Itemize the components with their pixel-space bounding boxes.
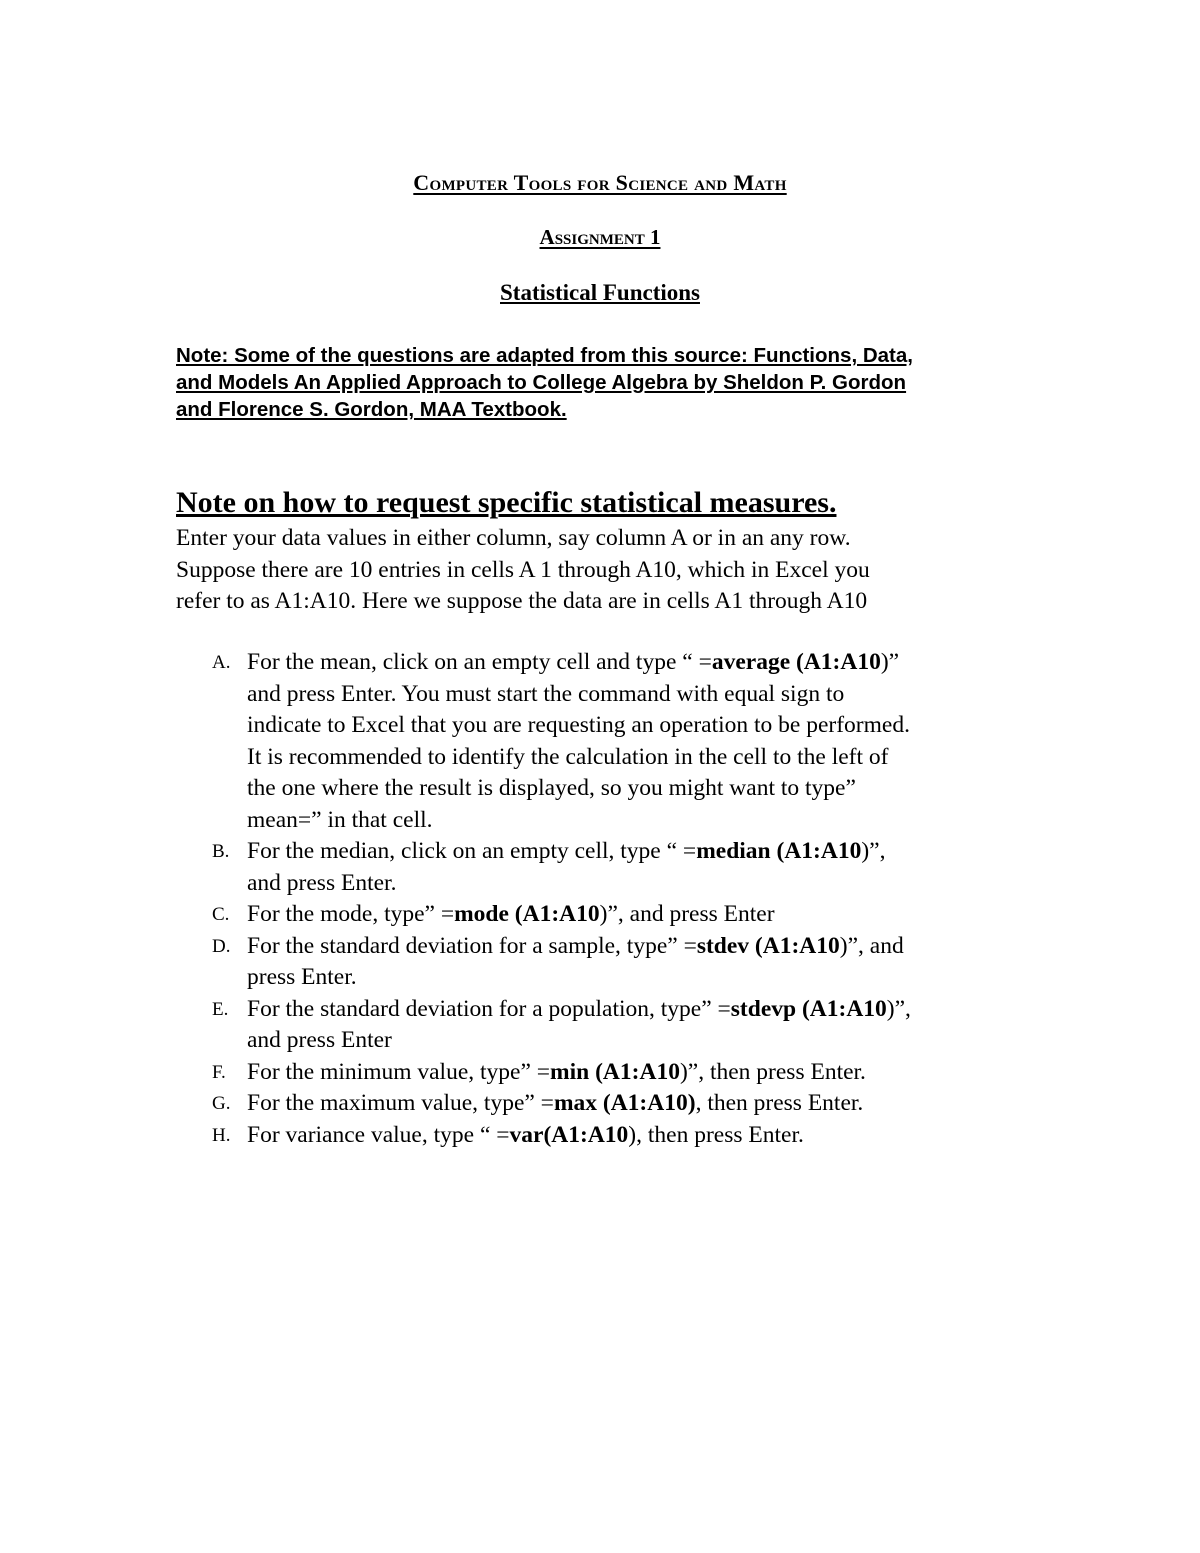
instruction-text: For the standard deviation for a sample, type” =: [247, 932, 697, 959]
list-marker: F.: [212, 1061, 226, 1083]
course-title: Computer Tools for Science and Math: [413, 170, 787, 195]
instruction-line: [247, 805, 1100, 837]
intro-line: Enter your data values in either column, say column A or in an any row.: [176, 525, 851, 551]
instruction-text: and press Enter.: [247, 869, 397, 896]
instruction-text: and press Enter. You must start the command with equal sign to: [247, 680, 845, 707]
instruction-line: [247, 742, 1100, 774]
list-marker: C.: [212, 904, 230, 925]
instruction-item: [0, 899, 1100, 931]
source-note-line: and Models An Applied Approach to College Algebra by Sheldon P. Gordon: [176, 371, 907, 394]
excel-formula: stdev (A1:A10: [696, 932, 840, 959]
instruction-list: [0, 647, 1100, 1151]
instruction-text: For the minimum value, type” =: [247, 1058, 551, 1085]
instruction-line: [247, 1057, 1100, 1089]
instruction-line: [247, 773, 1100, 805]
source-note-line: and Florence S. Gordon, MAA Textbook.: [176, 398, 567, 421]
list-marker: A.: [212, 652, 231, 673]
instruction-text: )”: [880, 649, 900, 675]
source-note-line: Note: Some of the questions are adapted from this source: Functions, Data,: [176, 344, 913, 367]
instruction-item: [0, 836, 1100, 899]
instruction-line: [247, 647, 1100, 679]
instruction-line: [247, 1120, 1100, 1152]
instruction-text: , then press Enter.: [695, 1090, 864, 1116]
topic-title: Statistical Functions: [500, 280, 700, 305]
instruction-item: [0, 1088, 1100, 1120]
instruction-text: )”, and: [839, 932, 904, 959]
instruction-line: [247, 1025, 1100, 1057]
excel-formula: max (A1:A10): [553, 1090, 696, 1116]
instruction-item: [0, 1120, 1100, 1152]
instruction-item: [0, 931, 1100, 994]
instruction-item: [0, 1057, 1100, 1089]
instruction-text: mean=” in that cell.: [247, 806, 433, 833]
instruction-text: For the standard deviation for a population, type” =: [247, 995, 731, 1022]
instruction-text: )”,: [861, 838, 886, 864]
list-marker: G.: [212, 1093, 231, 1114]
instruction-text: For variance value, type “ =: [247, 1121, 510, 1148]
instruction-text: For the mode, type” =: [247, 901, 455, 927]
instruction-text: and press Enter: [247, 1027, 392, 1053]
instruction-item: [0, 994, 1100, 1057]
instruction-line: [247, 836, 1100, 868]
instruction-text: )”, and press Enter: [599, 901, 775, 927]
assignment-number: Assignment 1: [539, 225, 661, 249]
instruction-line: [247, 962, 1100, 994]
list-marker: D.: [212, 935, 231, 957]
instruction-text: It is recommended to identify the calculation in the cell to the left of: [247, 743, 889, 770]
instruction-line: [247, 868, 1100, 900]
section-heading: Note on how to request specific statistical measures.: [176, 486, 837, 519]
instruction-line: [247, 1088, 1100, 1120]
instruction-text: indicate to Excel that you are requesting an operation to be performed.: [247, 712, 910, 738]
instruction-text: For the maximum value, type” =: [247, 1090, 554, 1116]
instruction-text: )”,: [886, 995, 911, 1022]
instruction-line: [247, 899, 1100, 931]
excel-formula: var(A1:A10: [509, 1121, 629, 1148]
list-marker: B.: [212, 841, 230, 862]
instruction-text: )”, then press Enter.: [679, 1058, 866, 1085]
instruction-text: press Enter.: [247, 964, 357, 990]
instruction-text: the one where the result is displayed, so you might want to type”: [247, 775, 856, 801]
intro-paragraph: [176, 523, 1056, 618]
instruction-text: For the mean, click on an empty cell and type “ =: [247, 649, 712, 675]
instruction-item: [0, 647, 1100, 836]
excel-formula: average (A1:A10: [711, 649, 881, 675]
excel-formula: stdevp (A1:A10: [730, 995, 887, 1022]
instruction-line: [247, 679, 1100, 711]
instruction-line: [247, 710, 1100, 742]
intro-line: refer to as A1:A10. Here we suppose the data are in cells A1 through A10: [176, 588, 868, 614]
excel-formula: mode (A1:A10: [454, 901, 600, 927]
source-note: [176, 342, 1046, 423]
instruction-line: [247, 931, 1100, 963]
instruction-text: For the median, click on an empty cell, type “ =: [247, 838, 697, 864]
list-marker: E.: [212, 998, 229, 1020]
intro-line: Suppose there are 10 entries in cells A 1 through A10, which in Excel you: [176, 556, 870, 583]
excel-formula: median (A1:A10: [696, 838, 862, 864]
list-marker: H.: [212, 1124, 231, 1146]
instruction-text: ), then press Enter.: [628, 1121, 804, 1148]
instruction-line: [247, 994, 1100, 1026]
excel-formula: min (A1:A10: [550, 1058, 680, 1085]
